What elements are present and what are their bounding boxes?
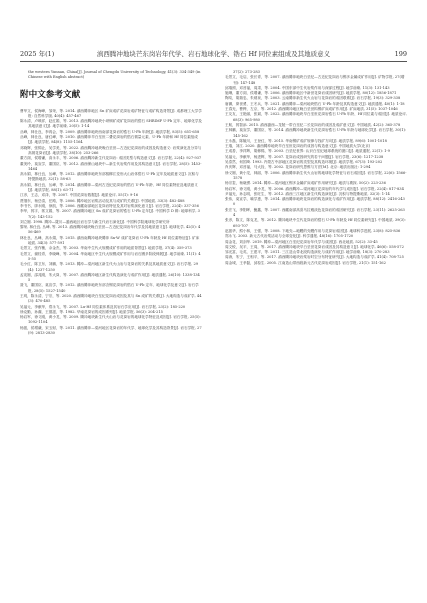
running-header [20,48,407,60]
reference-entry: 贾继东，杨岳清，任路，等. 2006. 腾冲地区岩浆活动及其与成矿的关系[J]. 中国地质, 33(3): 482-488 [20,198,185,203]
reference-entry: 林仕良，丛峰，高永娟，等. 2015. 滇西南腾冲地块腾冲 Sn-W 成矿花岗岩 U-Pb 年龄及 Hf 同位素特征[J]. 矿床地质, 34(3): 577-591 [20,235,200,246]
reference-entry: 李华，郭宇，郭文娟，等. 2007. 滇西腾冲地区 Sn 成矿花岗岩的锆石 U-Pb 定年[J]. 中国科学 D 辑: 地球科学, 37(2): 143-152 [20,209,200,219]
reference-entry: 毛景文，毛启，张长青，等. 2007. 滇西腾冲地块白垩纪—古近纪花岗岩与锡多金属成矿作用[J]. 矿物学报, 27(增刊): 147-148 [225,75,405,85]
reference-entry: 徐克勤，孙鼐，王德滋，等. 1982. 华南花岗岩的成因系列[J]. 地质学报, 56(3): 204-215 [20,309,163,314]
reference-entry: 张宏飞，李阳晖，鲍鑫，等. 2007. 西藏南部高喜马拉雅淡色花岗岩的成因研究[J]. 岩石学报, 23(11): 2625-2634 [225,207,405,218]
reference-entry: 王瑞，刘江. 2020. 滇西腾冲地块早白垩世花岗岩的成因与构造意义[J]. 中国地质大学(北京) [225,144,371,149]
reference-entry: 周金城，王孝磊，邱检生. 2005. 江南造山带西段新元古代花岗岩成因[J]. 岩石学报, 21(1): 151-162 [225,260,386,265]
reference-entry: 孟宪刚，邵兆刚，朱大岗，等. 2007. 滇西腾冲地区新生代构造演化与成矿作用[J]. 地质通报, 26(10): 1338-1345 [20,272,200,283]
reference-continuation: the western Yunnan, China[J]. Journal of Chengdu University of Technology, 41(3): 334-349 (in Chinese with English abstract) [28,70,201,80]
reference-entry: 张伟，莫宣学，喻学惠，等. 2014. 滇西腾冲地块花岗岩的构造演化与成矿作用[J]. 地质学报, 88(12): 2416-2430 [225,197,405,207]
reference-entry: 王春光，曹桦，左京，等. 2012. 滇西腾冲地区晚白垩世钨锡矿床成矿作用[J]. 矿床地质, 31(5): 1037-1046 [225,107,398,112]
reference-entry: 王林鹏，莫宣学，董国臣，等. 2014. 滇西腾冲地块新生代花岗岩锆石 U-Pb 年龄与地球化学[J]. 岩石学报, 30(1): 145-162 [225,128,407,138]
reference-entry: 邓晓辉，张锦让，吴学美，等. 2022. 滇西腾冲地块晚白垩世—古近纪花岗岩的成因及构造意义: 岩浆演化及分异与高钠花岗岩[J]. 地质学报, 38(10): 253-266 [20,145,202,155]
reference-entry: 曹华文，侯海峰，邹荣，等. 2014. 滇西腾冲地区 Sn 矿床成矿花岗岩成矿特征与成矿构造背景[J]. 成都理工大学学报: 自然科学版, 40(4): 457-467 [20,108,202,118]
reference-entry: 赵振华，熊小林，王强，等. 2008. 下地壳—地幔的壳幔作用与花岗岩成因[J]. 地球科学进展, 23(8): 825-836 [225,228,401,233]
reference-entry: 吴福元，李献华，郑永飞，等. 2007. Lu-Hf 同位素体系及其岩石学应用[J]. 岩石学报, 23(2): 185-220 [20,304,186,309]
reference-entry: 杨宗玺，杨晓勇. 2014. 腾冲—梁河地区锡多金属矿床成矿作用研究[J]. 地质与勘探, 50(2): 223-236 [225,181,386,186]
reference-list [20,109,202,337]
reference-entry: 唐渊，廖世勇，王冬兵，等. 2021. 滇西腾冲—梁河地块锆石 U-Pb 年龄及其构造意义[J]. 地质通报, 40(1): 1-18 [225,101,405,106]
running-title: 滇西腾冲地块芒东岗岩年代学、岩石地球化学、锆石 Hf 同位素组成及其地质意义 [96,50,331,58]
reference-list [225,75,407,266]
reference-entry: 周文蛟，吴平，王周，等. 2017. 滇西腾冲地块早白垩世花岗岩成因及其构造意义[J]. 地球化学, 46(6): 558-572 [225,244,404,249]
reference-entry: 吴福元，李献华，杨进辉，等. 2007. 花岗岩成因研究的若干问题[J]. 岩石学报, 23(6): 1217-1238 [225,154,384,159]
reference-entry: 聂飞，董国臣，莫宣学，等. 2012. 滇西腾冲地块东部含锡花岗岩的锆石 U-Pb 定年、地球化学及意义[J]. 岩石学报, 28(5): 1527-1540 [20,283,199,293]
reference-entry: 周涛，朱宁，王相平，等. 2017. 滇西腾冲地块岩浆岩时空分布特征研究[J]. 大地构造与成矿学, 41(4): 708-725 [225,255,404,260]
reference-entry: 王舫，郭智添. 2015. 滇西潞西—龙陵一带白垩纪二长花岗岩的成因及成矿意义[J]. 中国地质, 42(2): 365-378 [225,122,401,127]
reference-entry: 董美玲，莫宣学，董国臣，等. 2012. 滇西保山地块中—新生代岩浆作用及其构造意义[J]. 岩石学报, 28(5): 1453-1464 [20,161,202,171]
reference-entry: 江彦，王志，邓泽，等. 2007. 中国花岗岩数据[J]. 地质论评, 55(1): 9-16 [20,193,139,198]
reference-entry: 肖庆辉，邓晋福，马大铨，等. 2002. 花岗岩研究思维与方法[M]. 北京: 地质出版社: 1-294 [225,165,371,170]
reference-entry: 吴泰然，何国琦. 1993. 内蒙古中部地区花岗岩的类型及其构造环境[J]. 地质学报, 67(3): 193-202 [225,160,383,165]
reference-entry: 高永娟，林仕良，丛峰，等. 2012. 滇西腾冲地块东部槟榔江变形大山岩体锆石 U-Pb 定年及地质意义[J]. 沉积与特提斯地质, 32(1): 58-63 [20,172,199,182]
reference-entry: 邹光富，毛英，王建平，等. 2011. 三江造山带北段构造演化与成矿作用[J]. 地学前缘, 18(3): 270-283 [225,250,390,255]
reference-entry: 王玥，陈永清，宁宗，等. 2020. 滇西腾冲地块白垩纪花岗岩成因及其与 Sn 成矿的关系[J]. 大地构造与成矿学, 44(3): 470-485 [20,293,202,304]
reference-entry: 毛小红，陈卫东，刘鹏，等. 2013. 腾冲—梁河地区新生代火山岩与花岗岩的关系及其地质意义[J]. 岩石学报, 29(4): 1237-1250 [20,262,199,272]
reference-entry: 施琳，董方浏，侯增谦，等. 2006. 滇西腾冲地区中新世花岗岩成因研究[J]. 地质学报, 80(12): 1856-1871 [225,91,397,96]
reference-entry: 丛峰，林仕良，唐红峰，等. 2010. 滇西腾冲早白垩世二叠花岗岩的锆石微量元素、U-Pb 年龄和 Hf 同位素组成[J]. 地质学报, 84(8): 1155-1164 [20,135,198,145]
reference-entry: 毛景文，张作衡，余金杰，等. 2003. 华南中生代大规模成矿作用的地质背景[J]. 地质学报, 37(4): 359-373 [20,246,192,251]
reference-entry: 王友友，王艳丽，张斌，等. 2022. 滇西腾冲地块早白垩世花岗岩锆石 U-Pb 年龄、Hf 同位素与成因[J]. 地质论评, 68(3): 965-980 [225,112,407,122]
reference-entry: 周金花，刘剑华. 2019. 腾冲—梁河地区白垩纪花岗岩年代学与成因[J]. 西北地质, 52(2): 33-45 [225,239,378,244]
section-title: 附中文参考文献 [20,89,81,100]
reference-entry: 黎荣, 林仕良, 丛峰, 等. 2013. 滇西腾冲地块晚白垩世—古近纪花岗岩年代学及其地质意义[J]. 地球化学, 42(5): 456-469 [20,225,201,235]
reference-entry: 郑永飞. 2003. 新元古代岩浆活动与全球变化[J]. 科学通报, 48(16): 1705-1720 [225,234,354,239]
right-column [225,70,407,266]
reference-entry: 董方浏，侯增谦，高永丰，等. 2006. 滇西腾冲新生代花岗岩: 成因类型与构造意义[J]. 岩石学报, 22(4): 927-937 [20,156,202,161]
reference-entry: 高永娟，林仕良，丛峰，等. 2014. 滇西腾冲—梁河古近纪花岗岩的锆石 U-Pb 年龄、Hf 同位素特征及地质意义[J]. 地质学报, 88(1): 63-71 [20,182,198,193]
reference-entry: 丛峰，林仕良，李再会，等. 2009. 滇西腾冲地块西南部花岗岩的锆石 U-Pb 年龄[J]. 地质学报, 83(5): 651-658 [20,129,200,134]
reference-entry: 李书书，廖永刚，徐凯，等. 2006. 西藏南部地区花岗岩特征及其对岩浆演化意义[J]. 岩石学报, 22(4): 337-356 [20,203,199,208]
reference-entry: 徐义刚，黄小龙，林丽，等. 2006. 滇西腾冲新生代火山岩的地球化学特征与岩石成因[J]. 岩石学报, 22(6): 1566-1578 [225,170,407,180]
header-rule [20,61,407,62]
reference-entry: 杨启军，徐义刚，黄小龙，等. 2009. 腾冲地块新生代火山岩与花岗岩的地球化学特征及成因[J]. 岩石学报, 25(5): 1092-1104 [20,315,201,325]
journal-issue: 2025 年(1) [20,50,55,58]
reference-entry: 刘立刚. 1998. 腾冲—陇川—潞西地区岩石学与新生代岩石演化[J]. 中国科学院地球化学研究所 [20,219,170,224]
left-column [20,70,202,336]
reference-entry: 邱瑞照，邓晋福，周肃，等. 2004. 中国东部中生代岩浆作用与深部过程[J]. 地学前缘, 11(3): 131-143 [225,85,390,90]
reference-entry: 陈永清，卢映祥，赵红娟，等. 2013. 滇西腾冲地块小坝铜矿成矿花岗岩的锆石 SHRIMP U-Pb 定年、地球化学及其地质意义[J]. 地学前缘, 20(5): 1-14 [20,119,203,129]
reference-entry: 杨振，侯增谦，宋玉财，等. 2011. 滇西腾冲—梁河地区花岗岩的年代学、地球化学及其构造背景[J]. 岩石学报, 27(9): 2813-2830 [20,325,202,336]
reference-entry: 尹福光，孙志明，张旺生，等. 2012. 滇西三江地区新生代构造演化[J]. 沉积与特提斯地质, 32(3): 1-14 [225,191,390,196]
page-number: 199 [394,50,407,58]
reference-entry: 杨启军，徐义刚，黄小龙，等. 2006. 滇西腾冲—梁河地区花岗岩的年代学与成因[J]. 岩石学报, 22(4): 817-834 [225,186,404,191]
reference-entry: 王成善，李祥辉，胡修棉，等. 2003. 白垩纪世界: 认识白垩纪地球系统的窗口[J]. 地质通报, 22(1): 1-9 [225,149,390,154]
reference-entry: 毛景文，谢桂青，李晓峰，等. 2004. 华南地区中生代大规模成矿作用与岩石圈多阶段伸展[J]. 地学前缘, 11(1): 45-55 [20,251,201,261]
reference-continuation: 37(2): 273-283 [233,70,260,74]
reference-entry: 张彦，陈文，陈克龙，等. 2012. 腾冲地块中生代花岗岩的锆石 U-Pb 年龄及 Hf 同位素研究[J]. 中国地质, 39(3): 693-707 [225,218,406,228]
reference-entry: 陶琰，胡瑞忠，朱炳泉，等. 2003. 云南腾冲新生代火山岩与花岗岩的成因联系[J]. 岩石学报, 19(3): 329-338 [225,96,401,101]
reference-entry: 王永磊，陈毓川，王登红，等. 2015. 华南锡矿成矿规律与找矿方向[J]. 地质学报, 89(6): 1001-1018 [225,138,387,143]
